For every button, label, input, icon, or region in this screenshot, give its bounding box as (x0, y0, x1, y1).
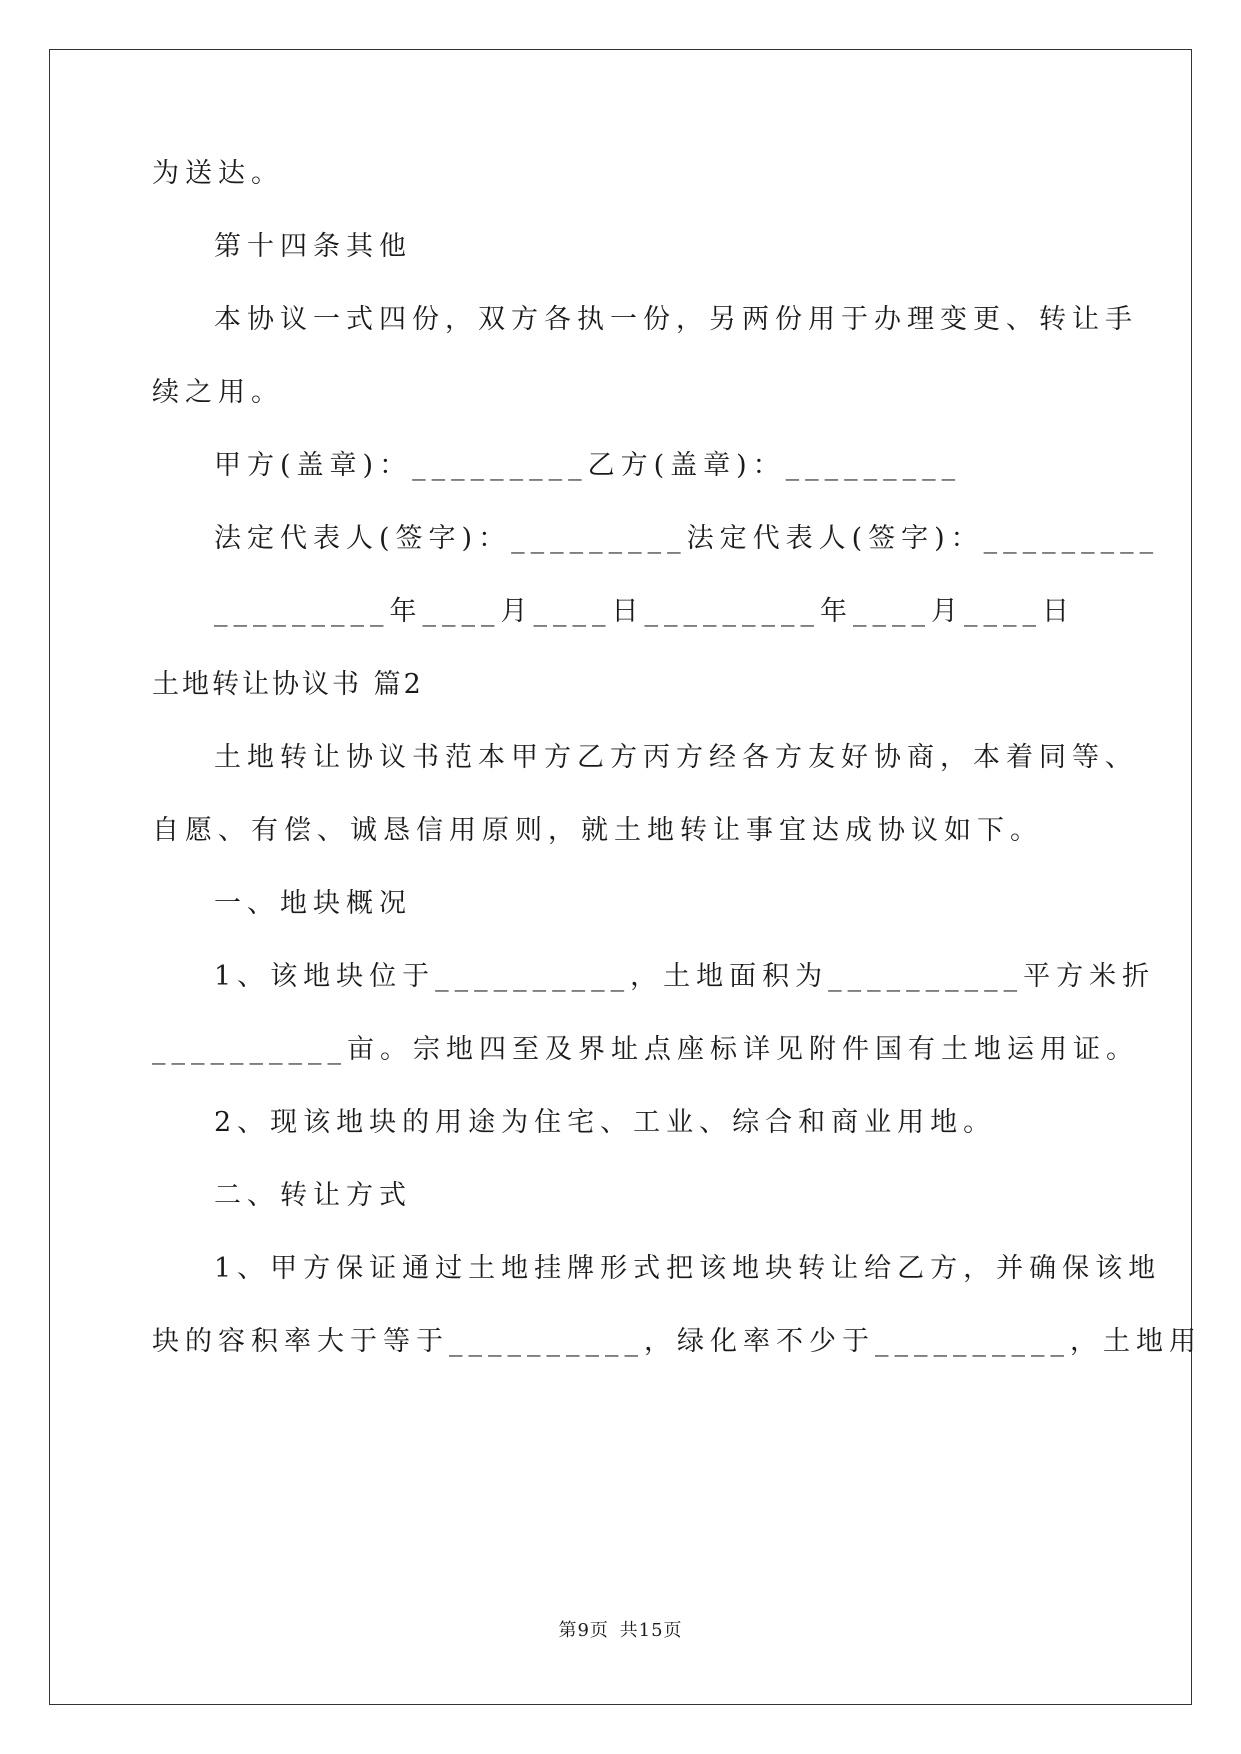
section-heading: 二、转让方式 (214, 1180, 412, 1211)
text-line: 1、甲方保证通过土地挂牌形式把该地块转让给乙方，并确保该地 (214, 1253, 1162, 1284)
text-line: 1、该地块位于__________，土地面积为__________平方米折 (214, 961, 1156, 992)
text-line: 2、现该地块的用途为住宅、工业、综合和商业用地。 (214, 1107, 997, 1138)
page-border (49, 49, 1192, 1705)
text-line: 自愿、有偿、诚恳信用原则，就土地转让事宜达成协议如下。 (152, 815, 1043, 846)
text-line: 土地转让协议书范本甲方乙方丙方经各方友好协商，本着同等、 (214, 742, 1138, 773)
signature-line-representative: 法定代表人(签字)：_________法定代表人(签字)：_________ (214, 523, 1160, 554)
text-line: 续之用。 (152, 377, 284, 408)
article-title: 土地转让协议书 篇2 (152, 669, 424, 700)
section-heading: 一、地块概况 (214, 888, 412, 919)
text-line: __________亩。宗地四至及界址点座标详见附件国有土地运用证。 (152, 1034, 1139, 1065)
page-number: 第9页 (558, 1620, 609, 1641)
section-heading: 第十四条其他 (214, 231, 412, 262)
date-line: _________年____月____日_________年____月____日 (214, 596, 1075, 627)
text-line: 本协议一式四份，双方各执一份，另两份用于办理变更、转让手 (214, 304, 1138, 335)
page-footer (0, 1616, 1241, 1642)
page-total: 共15页 (619, 1620, 683, 1641)
text-line: 为送达。 (152, 158, 284, 189)
signature-line-party: 甲方(盖章)：_________乙方(盖章)：_________ (214, 450, 962, 481)
text-line: 块的容积率大于等于__________，绿化率不少于__________，土地用 (152, 1326, 1202, 1357)
